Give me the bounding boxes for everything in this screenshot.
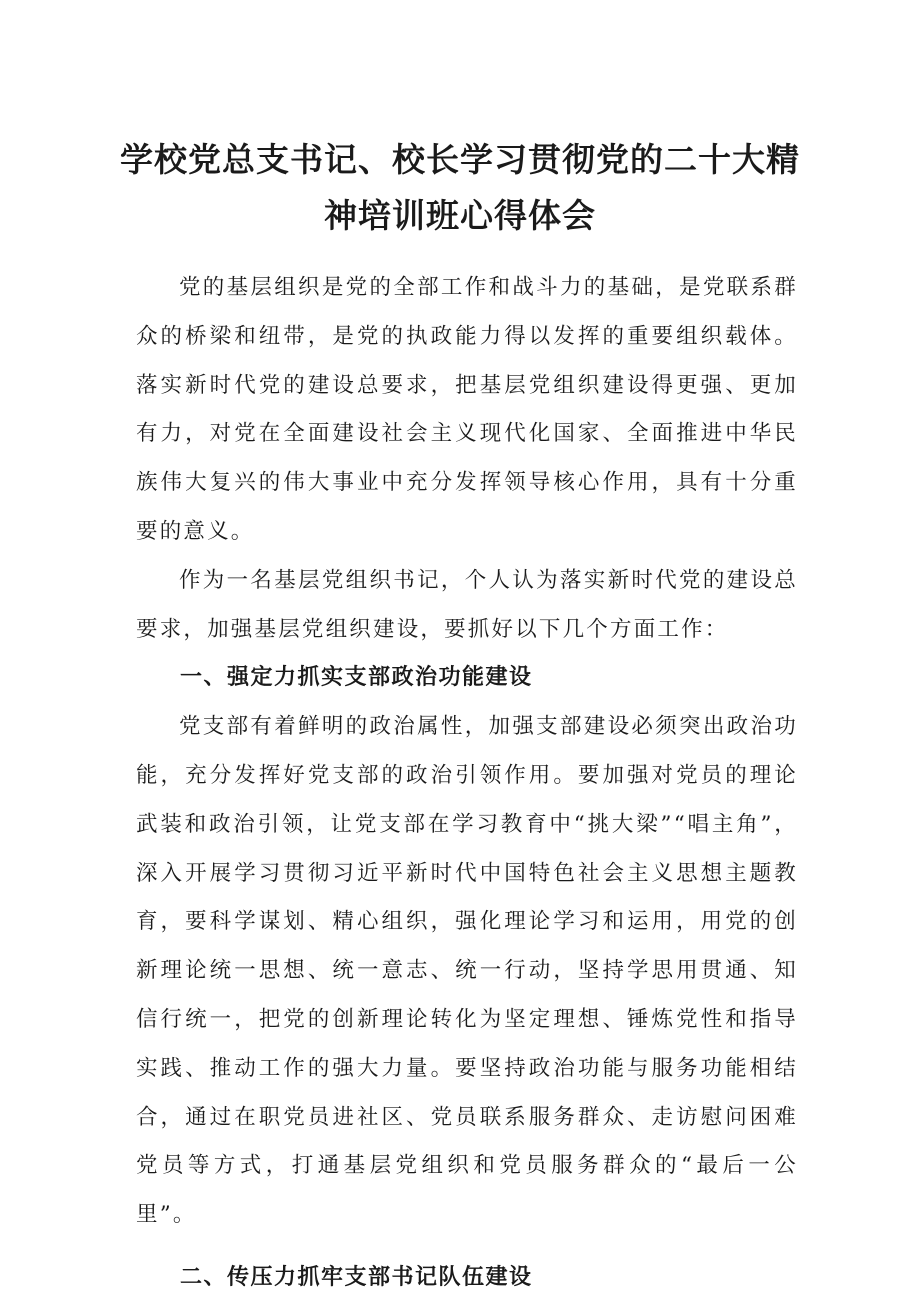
intro-paragraph: 党的基层组织是党的全部工作和战斗力的基础，是党联系群众的桥梁和纽带，是党的执政能力得以发挥的重要组织载体。落实新时代党的建设总要求，把基层党组织建设得更强、更加有力，对党在全面建设社会主义现代化国家、全面推进中华民族伟大复兴的伟大事业中充分发挥领导核心作用，具有十分重要的意义。 [136, 275, 798, 544]
intro-paragraph-2: 作为一名基层党组织书记，个人认为落实新时代党的建设总要求，加强基层党组织建设，要抓好以下几个方面工作： [136, 567, 798, 642]
title-line-1: 学校党总支书记、校长学习贯彻党的二十大精 [120, 140, 800, 179]
section-heading-2: 二、传压力抓牢支部书记队伍建设 [180, 1264, 533, 1290]
section-1-paragraph: 党支部有着鲜明的政治属性，加强支部建设必须突出政治功能，充分发挥好党支部的政治引领作用。要加强对党员的理论武装和政治引领，让党支部在学习教育中“挑大梁”“唱主角”，深入开展学习贯彻习近平新时代中国特色社会主义思想主题教育，要科学谋划、精心组织，强化理论学习和运用，用党的创新理论统一思想、统一意志、统一行动，坚持学思用贯通、知信行统一，把党的创新理论转化为坚定理想、锤炼党性和指导实践、推动工作的强大力量。要坚持政治功能与服务功能相结合，通过在职党员进社区、党员联系服务群众、走访慰问困难党员等方式，打通基层党组织和党员服务群众的“最后一公里”。 [136, 714, 798, 1228]
title-line-2: 神培训班心得体会 [324, 196, 596, 235]
section-heading-1: 一、强定力抓实支部政治功能建设 [180, 665, 533, 691]
document-title [120, 132, 800, 244]
document-body [136, 264, 798, 1303]
